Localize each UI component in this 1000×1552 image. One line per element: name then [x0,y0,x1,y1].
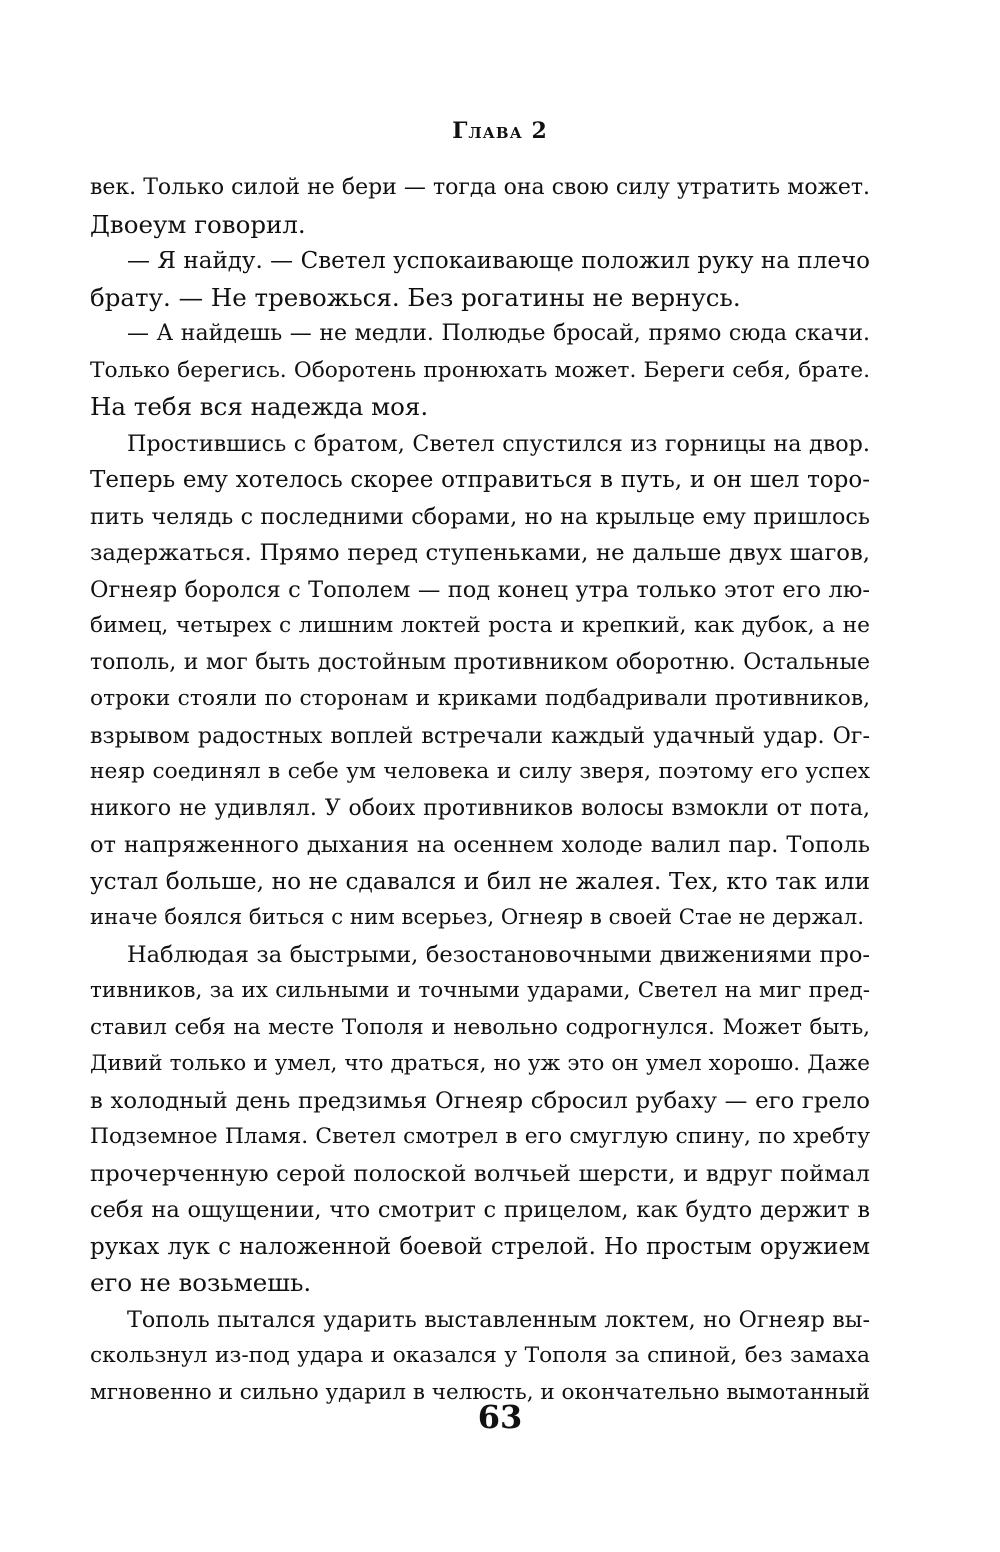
page-number: 63 [477,1398,523,1436]
text-line: руках лук с наложенной боевой стрелой. Но простым оружием [90,1233,870,1260]
text-line: мгновенно и сильно ударил в челюсть, и окончательно вымотанный [90,1379,871,1405]
body-text [90,170,870,1411]
text-line: его не возьмешь. [90,1268,312,1297]
text-line: ставил себя на месте Тополя и невольно содрогнулся. Может быть, [90,1014,870,1040]
text-line: отроки стояли по сторонам и криками подбадривали противников, [90,686,870,711]
text-line: Подземное Пламя. Светел смотрел в его смуглую спину, по хребту [90,1124,870,1149]
text-line: тивников, за их сильными и точными ударами, Светел на миг пред- [90,978,870,1003]
text-line: — Я найду. — Светел успокаивающе положил руку на плечо [127,248,870,274]
text-line: пить челядь с последними сборами, но на крыльце ему пришлось [90,503,870,530]
running-head: Глава 2 [452,118,548,144]
text-line: иначе боялся биться с ним всерьез, Огнеяр в своей Стае не держал. [90,905,864,930]
text-line: тополь, и мог быть достойным противником оборотню. Остальные [90,649,870,675]
text-line: взрывом радостных воплей встречали каждый удачный удар. Ог- [90,722,870,749]
text-line: себя на ощущении, что смотрит с прицелом, как будто держит в [90,1197,870,1223]
text-line: устал больше, но не сдавался и бил не жалея. Тех, кто так или [90,867,870,895]
text-line: в холодный день предзимья Огнеяр сбросил рубаху — его грело [90,1087,870,1114]
text-line: бимец, четырех с лишним локтей роста и крепкий, как дубок, а не [90,613,870,638]
text-line: Теперь ему хотелось скорее отправиться в путь, и он шел торо- [90,467,870,493]
text-line: Тополь пытался ударить выставленным локтем, но Огнеяр вы- [127,1306,870,1333]
text-line: Простившись с братом, Светел спустился из горницы на двор. [127,430,870,457]
text-line: Дивий только и умел, что драться, но уж это он умел хорошо. Даже [90,1051,870,1076]
text-line: скользнул из-под удара и оказался у Тополя за спиной, без замаха [90,1343,870,1368]
text-line: Двоеум говорил. [90,209,306,239]
text-line: никого не удивлял. У обоих противников волосы взмокли от пота, [90,795,870,821]
text-line: задержаться. Прямо перед ступеньками, не дальше двух шагов, [90,540,870,566]
text-line: На тебя вся надежда моя. [90,392,429,421]
text-line: век. Только силой не бери — тогда она свою силу утратить может. [90,175,870,200]
text-line: Огнеяр боролся с Тополем — под конец утра только этот его лю- [90,576,870,603]
text-line: Наблюдая за быстрыми, безостановочными движениями про- [127,941,870,968]
text-line: неяр соединял в себе ум человека и силу зверя, поэтому его успех [90,759,870,784]
text-line: Только берегись. Оборотень пронюхать может. Береги себя, брате. [90,357,870,383]
text-line: от напряженного дыхания на осеннем холоде валил пар. Тополь [90,832,870,858]
text-line: прочерченную серой полоской волчьей шерсти, и вдруг поймал [90,1160,870,1187]
text-line: — А найдешь — не медли. Полюдье бросай, прямо сюда скачи. [127,321,870,346]
text-line: брату. — Не тревожься. Без рогатины не вернусь. [90,282,741,312]
